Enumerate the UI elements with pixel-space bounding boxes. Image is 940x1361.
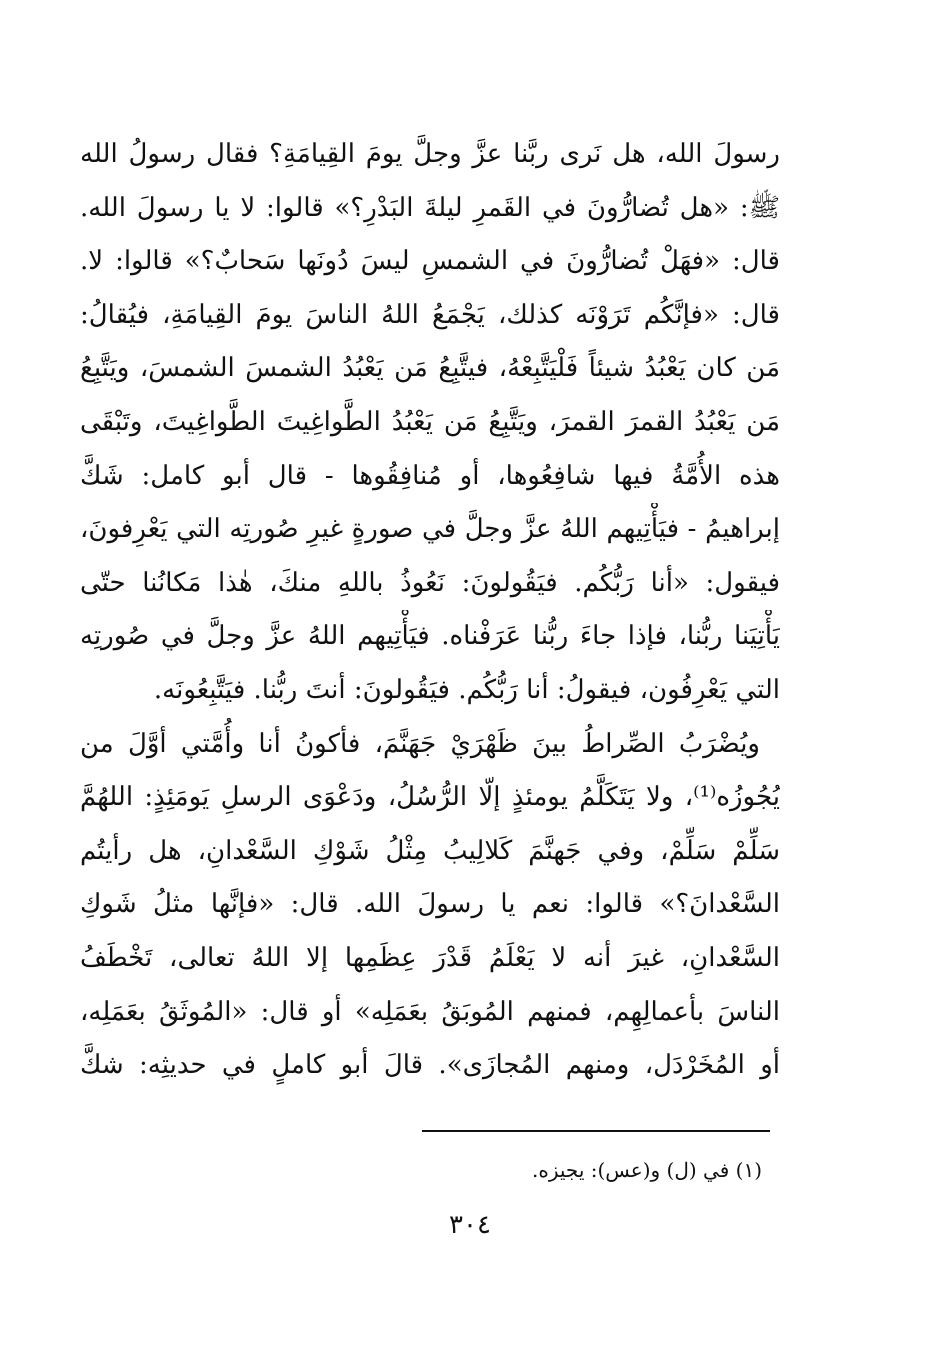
footnote-separator xyxy=(422,1130,770,1132)
text-line: يُجُوزُه⁽¹⁾، ولا يَتَكَلَّمُ يومئذٍ إلّا الرُّسُلُ، ودَعْوَى الرسلِ يَومَئِذٍ: اللهُمَّ xyxy=(80,782,780,813)
footnote: (١) في (ل) و(عس): يجيزه. xyxy=(532,1158,762,1182)
page-number: ٣٠٤ xyxy=(449,1210,491,1240)
text-line: رسولَ الله، هل نَرى ربَّنا عزَّ وجلَّ يومَ القِيامَةِ؟ فقال رسولُ الله xyxy=(80,139,780,169)
text-line: أو المُخَرْدَل، ومنهم المُجازَى». قالَ أبو كاملٍ في حديثِه: شكَّ xyxy=(80,1050,780,1081)
text-line: فيقول: «أنا رَبُّكُم. فيَقُولونَ: نَعُوذُ باللهِ منكَ، هٰذا مَكانُنا حتّى xyxy=(80,567,780,598)
text-line: قال: «فهَلْ تُضارُّونَ في الشمسِ ليسَ دُونَها سَحابٌ؟» قالوا: لا. xyxy=(80,246,780,277)
text-line: السَّعْدانِ، غيرَ أنه لا يَعْلَمُ قَدْرَ عِظَمِها إلا اللهُ تعالى، تَخْطَفُ xyxy=(80,942,780,973)
text-line: مَن يَعْبُدُ القمرَ القمرَ، ويَتَّبِعُ مَن يَعْبُدُ الطَّواغِيتَ الطَّواغِيتَ، وتَبْقَى xyxy=(80,406,780,437)
text-line: ويُضْرَبُ الصِّراطُ بينَ ظَهْرَيْ جَهَنَّمَ، فأكونُ أنا وأُمَّتي أوَّلَ من xyxy=(80,728,760,759)
text-line: يَأْتِيَنا ربُّنا، فإذا جاءَ ربُّنا عَرَفْناه. فيَأْتِيهم اللهُ عزَّ وجلَّ في صُورتِه xyxy=(80,621,780,652)
text-line: هذه الأُمَّةُ فيها شافِعُوها، أو مُنافِقُوها - قال أبو كامل: شَكَّ xyxy=(80,460,780,491)
text-line: سَلِّمْ سَلِّمْ، وفي جَهنَّمَ كَلالِيبُ مِثْلُ شَوْكِ السَّعْدانِ، هل رأيتُم xyxy=(80,835,780,866)
text-line: السَّعْدانَ؟» قالوا: نعم يا رسولَ الله. قال: «فإنَّها مثلُ شَوكِ xyxy=(80,889,780,920)
text-line: الناسَ بأعمالِهِم، فمنهم المُوبَقُ بعَمَلِه» أو قال: «المُوثَقُ بعَمَلِه، xyxy=(80,996,780,1027)
text-line: إبراهيمُ - فيَأْتِيهم اللهُ عزَّ وجلَّ في صورةٍ غيرِ صُورتِه التي يَعْرِفونَ، xyxy=(80,514,780,545)
text-line: التي يَعْرِفُون، فيقولُ: أنا رَبُّكُم. فيَقُولونَ: أنتَ ربُّنا. فيَتَّبِعُونَه. xyxy=(153,674,780,705)
text-line: مَن كان يَعْبُدُ شيئاً فَلْيَتَّبِعْهُ، فيتَّبِعُ مَن يَعْبُدُ الشمسَ الشمسَ، ويَتَّبِعُ xyxy=(80,353,780,384)
text-line: قال: «فإنَّكُم تَرَوْنَه كذلك، يَجْمَعُ اللهُ الناسَ يومَ القِيامَةِ، فيُقالُ: xyxy=(80,299,780,330)
main-text xyxy=(80,128,780,1093)
text-line: ﷺ: «هل تُضارُّونَ في القَمرِ ليلةَ البَدْرِ؟» قالوا: لا يا رسولَ الله. xyxy=(80,192,780,223)
